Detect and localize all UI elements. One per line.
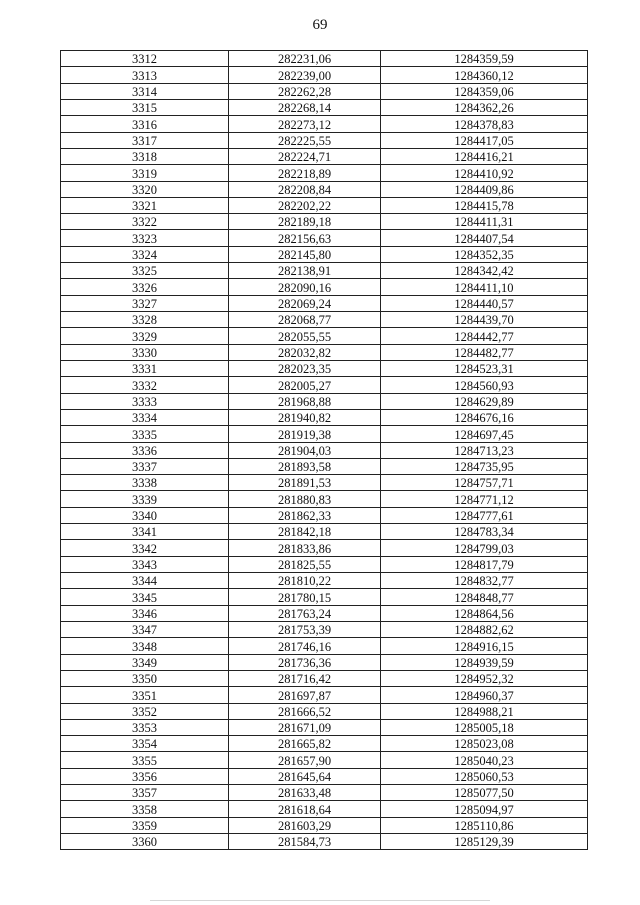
y-coordinate-cell: 1284407,54: [381, 230, 588, 246]
table-row: [61, 458, 588, 474]
point-number-cell: 3315: [61, 99, 229, 115]
x-coordinate-cell: 281880,83: [229, 491, 381, 507]
y-coordinate-cell: 1284783,34: [381, 524, 588, 540]
table-row: [61, 51, 588, 67]
y-coordinate-cell: 1284560,93: [381, 377, 588, 393]
y-coordinate-cell: 1284378,83: [381, 116, 588, 132]
y-coordinate-cell: 1284417,05: [381, 132, 588, 148]
table-row: [61, 99, 588, 115]
y-coordinate-cell: 1284416,21: [381, 148, 588, 164]
y-coordinate-cell: 1284359,06: [381, 83, 588, 99]
point-number-cell: 3327: [61, 295, 229, 311]
table-row: [61, 817, 588, 833]
point-number-cell: 3322: [61, 214, 229, 230]
x-coordinate-cell: 281842,18: [229, 524, 381, 540]
x-coordinate-cell: 282239,00: [229, 67, 381, 83]
point-number-cell: 3323: [61, 230, 229, 246]
point-number-cell: 3360: [61, 834, 229, 850]
table-row: [61, 703, 588, 719]
x-coordinate-cell: 281780,15: [229, 589, 381, 605]
table-row: [61, 279, 588, 295]
table-row: [61, 556, 588, 572]
point-number-cell: 3316: [61, 116, 229, 132]
y-coordinate-cell: 1284799,03: [381, 540, 588, 556]
y-coordinate-cell: 1285060,53: [381, 768, 588, 784]
table-row: [61, 132, 588, 148]
table-row: [61, 312, 588, 328]
y-coordinate-cell: 1284415,78: [381, 197, 588, 213]
x-coordinate-cell: 281968,88: [229, 393, 381, 409]
table-row: [61, 491, 588, 507]
table-row: [61, 426, 588, 442]
table-row: [61, 344, 588, 360]
table-row: [61, 83, 588, 99]
x-coordinate-cell: 282138,91: [229, 263, 381, 279]
x-coordinate-cell: 282225,55: [229, 132, 381, 148]
point-number-cell: 3320: [61, 181, 229, 197]
x-coordinate-cell: 282032,82: [229, 344, 381, 360]
y-coordinate-cell: 1284988,21: [381, 703, 588, 719]
y-coordinate-cell: 1284939,59: [381, 654, 588, 670]
point-number-cell: 3336: [61, 442, 229, 458]
point-number-cell: 3355: [61, 752, 229, 768]
point-number-cell: 3354: [61, 736, 229, 752]
page-number: 69: [312, 17, 328, 33]
y-coordinate-cell: 1284771,12: [381, 491, 588, 507]
table-row: [61, 409, 588, 425]
point-number-cell: 3321: [61, 197, 229, 213]
y-coordinate-cell: 1285040,23: [381, 752, 588, 768]
point-number-cell: 3349: [61, 654, 229, 670]
x-coordinate-cell: 281671,09: [229, 719, 381, 735]
x-coordinate-cell: 281810,22: [229, 573, 381, 589]
point-number-cell: 3338: [61, 475, 229, 491]
bottom-rule: [150, 900, 490, 901]
point-number-cell: 3312: [61, 51, 229, 67]
point-number-cell: 3325: [61, 263, 229, 279]
x-coordinate-cell: 281919,38: [229, 426, 381, 442]
table-row: [61, 768, 588, 784]
point-number-cell: 3343: [61, 556, 229, 572]
point-number-cell: 3329: [61, 328, 229, 344]
point-number-cell: 3340: [61, 507, 229, 523]
x-coordinate-cell: 281833,86: [229, 540, 381, 556]
x-coordinate-cell: 282069,24: [229, 295, 381, 311]
y-coordinate-cell: 1284359,59: [381, 51, 588, 67]
point-number-cell: 3313: [61, 67, 229, 83]
table-row: [61, 621, 588, 637]
table-row: [61, 719, 588, 735]
x-coordinate-cell: 281633,48: [229, 785, 381, 801]
point-number-cell: 3347: [61, 621, 229, 637]
y-coordinate-cell: 1284411,10: [381, 279, 588, 295]
point-number-cell: 3352: [61, 703, 229, 719]
table-row: [61, 670, 588, 686]
x-coordinate-cell: 282262,28: [229, 83, 381, 99]
x-coordinate-cell: 281666,52: [229, 703, 381, 719]
x-coordinate-cell: 281716,42: [229, 670, 381, 686]
x-coordinate-cell: 282224,71: [229, 148, 381, 164]
y-coordinate-cell: 1285094,97: [381, 801, 588, 817]
point-number-cell: 3317: [61, 132, 229, 148]
point-number-cell: 3353: [61, 719, 229, 735]
table-row: [61, 540, 588, 556]
y-coordinate-cell: 1284757,71: [381, 475, 588, 491]
point-number-cell: 3337: [61, 458, 229, 474]
y-coordinate-cell: 1284410,92: [381, 165, 588, 181]
y-coordinate-cell: 1284735,95: [381, 458, 588, 474]
table-row: [61, 475, 588, 491]
point-number-cell: 3335: [61, 426, 229, 442]
point-number-cell: 3342: [61, 540, 229, 556]
table-row: [61, 736, 588, 752]
table-row: [61, 377, 588, 393]
point-number-cell: 3334: [61, 409, 229, 425]
x-coordinate-cell: 281746,16: [229, 638, 381, 654]
coordinates-table: [60, 50, 588, 850]
table-row: [61, 214, 588, 230]
y-coordinate-cell: 1284360,12: [381, 67, 588, 83]
y-coordinate-cell: 1284439,70: [381, 312, 588, 328]
table-row: [61, 605, 588, 621]
x-coordinate-cell: 281645,64: [229, 768, 381, 784]
table-row: [61, 116, 588, 132]
table-row: [61, 181, 588, 197]
x-coordinate-cell: 281584,73: [229, 834, 381, 850]
y-coordinate-cell: 1284882,62: [381, 621, 588, 637]
point-number-cell: 3319: [61, 165, 229, 181]
y-coordinate-cell: 1284676,16: [381, 409, 588, 425]
point-number-cell: 3341: [61, 524, 229, 540]
x-coordinate-cell: 281603,29: [229, 817, 381, 833]
y-coordinate-cell: 1284916,15: [381, 638, 588, 654]
x-coordinate-cell: 282273,12: [229, 116, 381, 132]
point-number-cell: 3351: [61, 687, 229, 703]
table-row: [61, 442, 588, 458]
point-number-cell: 3331: [61, 360, 229, 376]
x-coordinate-cell: 281862,33: [229, 507, 381, 523]
point-number-cell: 3330: [61, 344, 229, 360]
x-coordinate-cell: 282202,22: [229, 197, 381, 213]
y-coordinate-cell: 1284523,31: [381, 360, 588, 376]
point-number-cell: 3348: [61, 638, 229, 654]
x-coordinate-cell: 281697,87: [229, 687, 381, 703]
x-coordinate-cell: 282231,06: [229, 51, 381, 67]
y-coordinate-cell: 1285129,39: [381, 834, 588, 850]
x-coordinate-cell: 282005,27: [229, 377, 381, 393]
point-number-cell: 3358: [61, 801, 229, 817]
point-number-cell: 3324: [61, 246, 229, 262]
x-coordinate-cell: 281940,82: [229, 409, 381, 425]
table-row: [61, 654, 588, 670]
point-number-cell: 3333: [61, 393, 229, 409]
y-coordinate-cell: 1284411,31: [381, 214, 588, 230]
y-coordinate-cell: 1284832,77: [381, 573, 588, 589]
point-number-cell: 3339: [61, 491, 229, 507]
table-row: [61, 589, 588, 605]
point-number-cell: 3346: [61, 605, 229, 621]
x-coordinate-cell: 282156,63: [229, 230, 381, 246]
table-row: [61, 785, 588, 801]
point-number-cell: 3356: [61, 768, 229, 784]
x-coordinate-cell: 282055,55: [229, 328, 381, 344]
x-coordinate-cell: 281753,39: [229, 621, 381, 637]
x-coordinate-cell: 281904,03: [229, 442, 381, 458]
x-coordinate-cell: 282145,80: [229, 246, 381, 262]
y-coordinate-cell: 1284342,42: [381, 263, 588, 279]
table-row: [61, 834, 588, 850]
y-coordinate-cell: 1284440,57: [381, 295, 588, 311]
point-number-cell: 3357: [61, 785, 229, 801]
y-coordinate-cell: 1284482,77: [381, 344, 588, 360]
x-coordinate-cell: 282090,16: [229, 279, 381, 295]
table-row: [61, 165, 588, 181]
y-coordinate-cell: 1284864,56: [381, 605, 588, 621]
y-coordinate-cell: 1284362,26: [381, 99, 588, 115]
x-coordinate-cell: 281657,90: [229, 752, 381, 768]
x-coordinate-cell: 282268,14: [229, 99, 381, 115]
y-coordinate-cell: 1284960,37: [381, 687, 588, 703]
x-coordinate-cell: 282189,18: [229, 214, 381, 230]
y-coordinate-cell: 1284352,35: [381, 246, 588, 262]
table-row: [61, 328, 588, 344]
y-coordinate-cell: 1284848,77: [381, 589, 588, 605]
y-coordinate-cell: 1284409,86: [381, 181, 588, 197]
y-coordinate-cell: 1285077,50: [381, 785, 588, 801]
table-row: [61, 67, 588, 83]
coordinates-table-container: [60, 50, 587, 850]
x-coordinate-cell: 281825,55: [229, 556, 381, 572]
y-coordinate-cell: 1284713,23: [381, 442, 588, 458]
point-number-cell: 3350: [61, 670, 229, 686]
y-coordinate-cell: 1284697,45: [381, 426, 588, 442]
point-number-cell: 3344: [61, 573, 229, 589]
table-row: [61, 246, 588, 262]
table-row: [61, 638, 588, 654]
table-row: [61, 360, 588, 376]
y-coordinate-cell: 1284952,32: [381, 670, 588, 686]
x-coordinate-cell: 281736,36: [229, 654, 381, 670]
x-coordinate-cell: 282068,77: [229, 312, 381, 328]
table-row: [61, 687, 588, 703]
point-number-cell: 3345: [61, 589, 229, 605]
table-row: [61, 197, 588, 213]
y-coordinate-cell: 1285110,86: [381, 817, 588, 833]
point-number-cell: 3318: [61, 148, 229, 164]
table-row: [61, 573, 588, 589]
y-coordinate-cell: 1284442,77: [381, 328, 588, 344]
point-number-cell: 3314: [61, 83, 229, 99]
point-number-cell: 3328: [61, 312, 229, 328]
table-row: [61, 230, 588, 246]
table-row: [61, 148, 588, 164]
point-number-cell: 3359: [61, 817, 229, 833]
x-coordinate-cell: 282023,35: [229, 360, 381, 376]
table-row: [61, 295, 588, 311]
table-row: [61, 752, 588, 768]
table-row: [61, 263, 588, 279]
x-coordinate-cell: 281763,24: [229, 605, 381, 621]
y-coordinate-cell: 1284817,79: [381, 556, 588, 572]
x-coordinate-cell: 282208,84: [229, 181, 381, 197]
x-coordinate-cell: 281893,58: [229, 458, 381, 474]
table-row: [61, 507, 588, 523]
y-coordinate-cell: 1284629,89: [381, 393, 588, 409]
coordinates-table-body: [61, 51, 588, 850]
y-coordinate-cell: 1285005,18: [381, 719, 588, 735]
table-row: [61, 393, 588, 409]
y-coordinate-cell: 1285023,08: [381, 736, 588, 752]
table-row: [61, 524, 588, 540]
point-number-cell: 3326: [61, 279, 229, 295]
x-coordinate-cell: 281618,64: [229, 801, 381, 817]
x-coordinate-cell: 282218,89: [229, 165, 381, 181]
x-coordinate-cell: 281891,53: [229, 475, 381, 491]
table-row: [61, 801, 588, 817]
x-coordinate-cell: 281665,82: [229, 736, 381, 752]
point-number-cell: 3332: [61, 377, 229, 393]
y-coordinate-cell: 1284777,61: [381, 507, 588, 523]
